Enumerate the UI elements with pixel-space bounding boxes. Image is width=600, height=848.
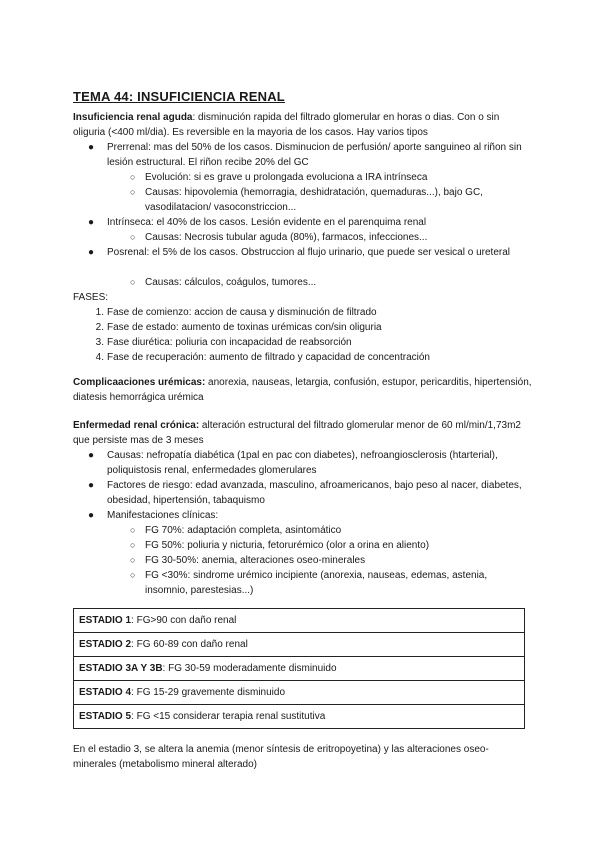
table-cell: ESTADIO 4: FG 15-29 gravemente disminuido bbox=[74, 681, 525, 705]
bullet-dot-icon: ● bbox=[88, 450, 95, 461]
manifestacion-item: FG <30%: sindrome urémico incipiente (anorexia, nauseas, edemas, astenia, insomnio, parestesias...) bbox=[145, 570, 488, 596]
fase-item: Fase diurética: poliuria con incapacidad de reabsorción bbox=[107, 337, 352, 348]
bullet-circle-icon: ○ bbox=[130, 232, 136, 242]
estadios-table bbox=[73, 608, 525, 729]
ira-paragraph bbox=[73, 110, 533, 140]
erc-heading: Enfermedad renal crónica: bbox=[73, 420, 200, 431]
table-row bbox=[74, 657, 525, 681]
bullet-dot-icon: ● bbox=[88, 510, 95, 521]
bullet-circle-icon: ○ bbox=[130, 277, 136, 287]
page-title: TEMA 44: INSUFICIENCIA RENAL bbox=[73, 89, 285, 104]
bullet-circle-icon: ○ bbox=[130, 570, 136, 580]
intrinseca-item: Intrínseca: el 40% de los casos. Lesión evidente en el parenquima renal bbox=[107, 217, 427, 228]
manifestacion-item: FG 50%: poliuria y nicturia, fetorurémico (olor a orina en aliento) bbox=[145, 540, 430, 551]
complicaciones-text: anorexia, nauseas, letargia, confusión, estupor, pericarditis, hipertensión, diatesis hemorrágica urémica bbox=[73, 377, 532, 403]
table-row bbox=[74, 633, 525, 657]
list-number: 3. bbox=[95, 337, 104, 348]
posrenal-item: Posrenal: el 5% de los casos. Obstruccion al flujo urinario, que puede ser vesical o ureteral bbox=[107, 247, 510, 258]
manifestacion-item: FG 70%: adaptación completa, asintomático bbox=[145, 525, 342, 536]
bullet-dot-icon: ● bbox=[88, 480, 95, 491]
bullet-circle-icon: ○ bbox=[130, 172, 136, 182]
fase-item: Fase de recuperación: aumento de filtrado y capacidad de concentración bbox=[107, 352, 430, 363]
bullet-circle-icon: ○ bbox=[130, 187, 136, 197]
table-row bbox=[74, 705, 525, 729]
bullet-circle-icon: ○ bbox=[130, 525, 136, 535]
intrinseca-causas: Causas: Necrosis tubular aguda (80%), farmacos, infecciones... bbox=[145, 232, 428, 243]
prerrenal-item: Prerrenal: mas del 50% de los casos. Disminucion de perfusión/ aporte sanguineo al riñon sin lesión estructural. El riñon recibe 20% del GC bbox=[107, 142, 522, 168]
table-row bbox=[74, 681, 525, 705]
fases-label: FASES: bbox=[73, 292, 109, 303]
erc-factores: Factores de riesgo: edad avanzada, masculino, afroamericanos, bajo peso al nacer, diabetes, obesidad, hipertensión, tabaquismo bbox=[107, 480, 522, 506]
bullet-circle-icon: ○ bbox=[130, 555, 136, 565]
table-row bbox=[74, 609, 525, 633]
erc-text: alteración estructural del filtrado glomerular menor de 60 ml/min/1,73m2 que persiste mas de 3 meses bbox=[73, 420, 521, 446]
table-cell: ESTADIO 5: FG <15 considerar terapia renal sustitutiva bbox=[74, 705, 525, 729]
ira-heading: Insuficiencia renal aguda bbox=[73, 112, 193, 123]
prerrenal-evolucion: Evolución: si es grave u prolongada evoluciona a IRA intrínseca bbox=[145, 172, 428, 183]
erc-paragraph bbox=[73, 418, 533, 448]
list-number: 2. bbox=[95, 322, 104, 333]
table-cell: ESTADIO 2: FG 60-89 con daño renal bbox=[74, 633, 525, 657]
posrenal-causas: Causas: cálculos, coágulos, tumores... bbox=[145, 277, 317, 288]
bullet-dot-icon: ● bbox=[88, 247, 95, 258]
erc-manifestaciones: Manifestaciones clínicas: bbox=[107, 510, 219, 521]
bullet-circle-icon: ○ bbox=[130, 540, 136, 550]
fase-item: Fase de estado: aumento de toxinas urémicas con/sin oliguria bbox=[107, 322, 382, 333]
bullet-dot-icon: ● bbox=[88, 142, 95, 153]
fase-item: Fase de comienzo: accion de causa y disminución de filtrado bbox=[107, 307, 377, 318]
complicaciones-paragraph bbox=[73, 375, 533, 405]
footer-paragraph: En el estadio 3, se altera la anemia (menor síntesis de eritropoyetina) y las alteraciones oseo- minerales (metabolismo mineral alterado) bbox=[73, 744, 489, 770]
erc-causas: Causas: nefropatía diabética (1pal en pac con diabetes), nefroangiosclerosis (htarterial), poliquistosis renal, enfermedades glomerulares bbox=[107, 450, 498, 476]
table-cell: ESTADIO 1: FG>90 con daño renal bbox=[74, 609, 525, 633]
list-number: 1. bbox=[95, 307, 104, 318]
manifestacion-item: FG 30-50%: anemia, alteraciones oseo-minerales bbox=[145, 555, 366, 566]
table-cell: ESTADIO 3A Y 3B: FG 30-59 moderadamente disminuido bbox=[74, 657, 525, 681]
bullet-dot-icon: ● bbox=[88, 217, 95, 228]
list-number: 4. bbox=[95, 352, 104, 363]
prerrenal-causas: Causas: hipovolemia (hemorragia, deshidratación, quemaduras...), bajo GC, vasodilatacion/ vasoconstriccion... bbox=[145, 187, 483, 213]
complicaciones-heading: Complicaaciones urémicas: bbox=[73, 377, 206, 388]
ira-text: : disminución rapida del filtrado glomerular en horas o dias. Con o sin oliguria (<400 ml/dia). Es reversible en la mayoria de los casos. Hay varios tipos bbox=[73, 112, 500, 138]
